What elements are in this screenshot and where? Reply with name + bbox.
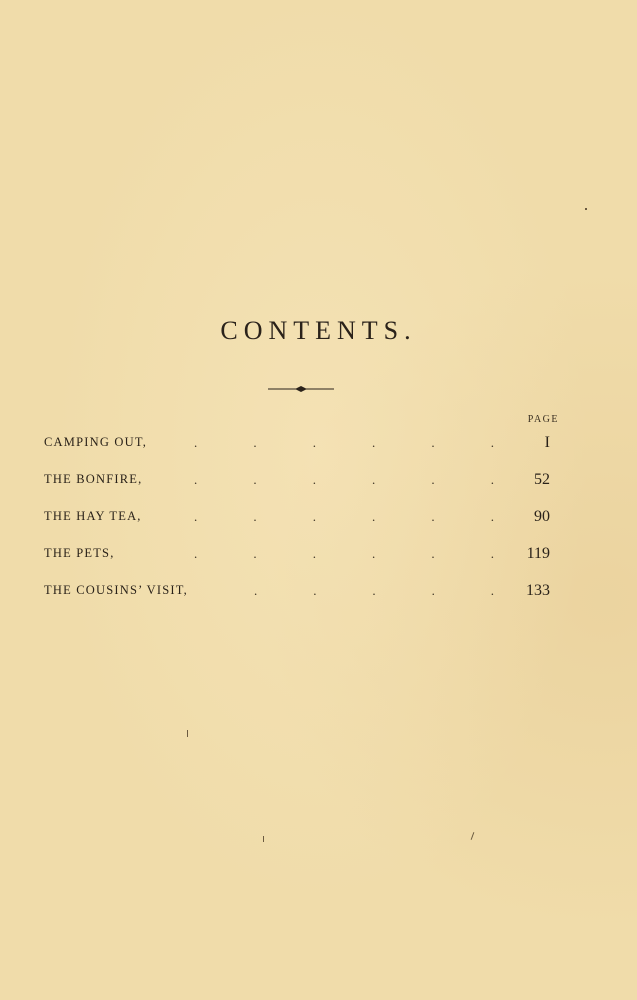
toc-entry-title: THE COUSINS’ VISIT, [44, 583, 188, 597]
toc-entry-the-pets[interactable] [44, 535, 560, 572]
toc-entry-page: 133 [526, 581, 550, 599]
toc-entry-page: 52 [534, 470, 550, 488]
toc-entry-page: 119 [526, 544, 550, 562]
toc-entry-page: I [544, 433, 550, 451]
rule-ornament-icon [268, 384, 334, 394]
toc-entry-camping-out[interactable] [44, 424, 560, 461]
leader-dots: . . . . . [254, 582, 494, 598]
toc-entry-title: THE PETS, [44, 546, 115, 560]
toc-entry-title: THE BONFIRE, [44, 472, 143, 486]
page-title: CONTENTS. [220, 316, 417, 345]
toc-entry-page: 90 [534, 507, 550, 525]
toc-entry-the-hay-tea[interactable] [44, 498, 560, 535]
paper-speck [585, 208, 587, 210]
leader-dots: . . . . . . [194, 508, 494, 524]
leader-dots: . . . . . . [194, 434, 494, 450]
table-of-contents [44, 424, 560, 609]
toc-entry-title: THE HAY TEA, [44, 509, 142, 523]
page-column-label: PAGE [527, 414, 559, 425]
paper-speck [187, 730, 188, 737]
leader-dots: . . . . . . [194, 471, 494, 487]
toc-entry-the-cousins-visit[interactable] [44, 572, 560, 609]
leader-dots: . . . . . . [194, 545, 494, 561]
toc-entry-title: CAMPING OUT, [44, 435, 148, 449]
paper-speck [263, 836, 264, 842]
paper-speck [471, 832, 475, 840]
toc-entry-the-bonfire[interactable] [44, 461, 560, 498]
